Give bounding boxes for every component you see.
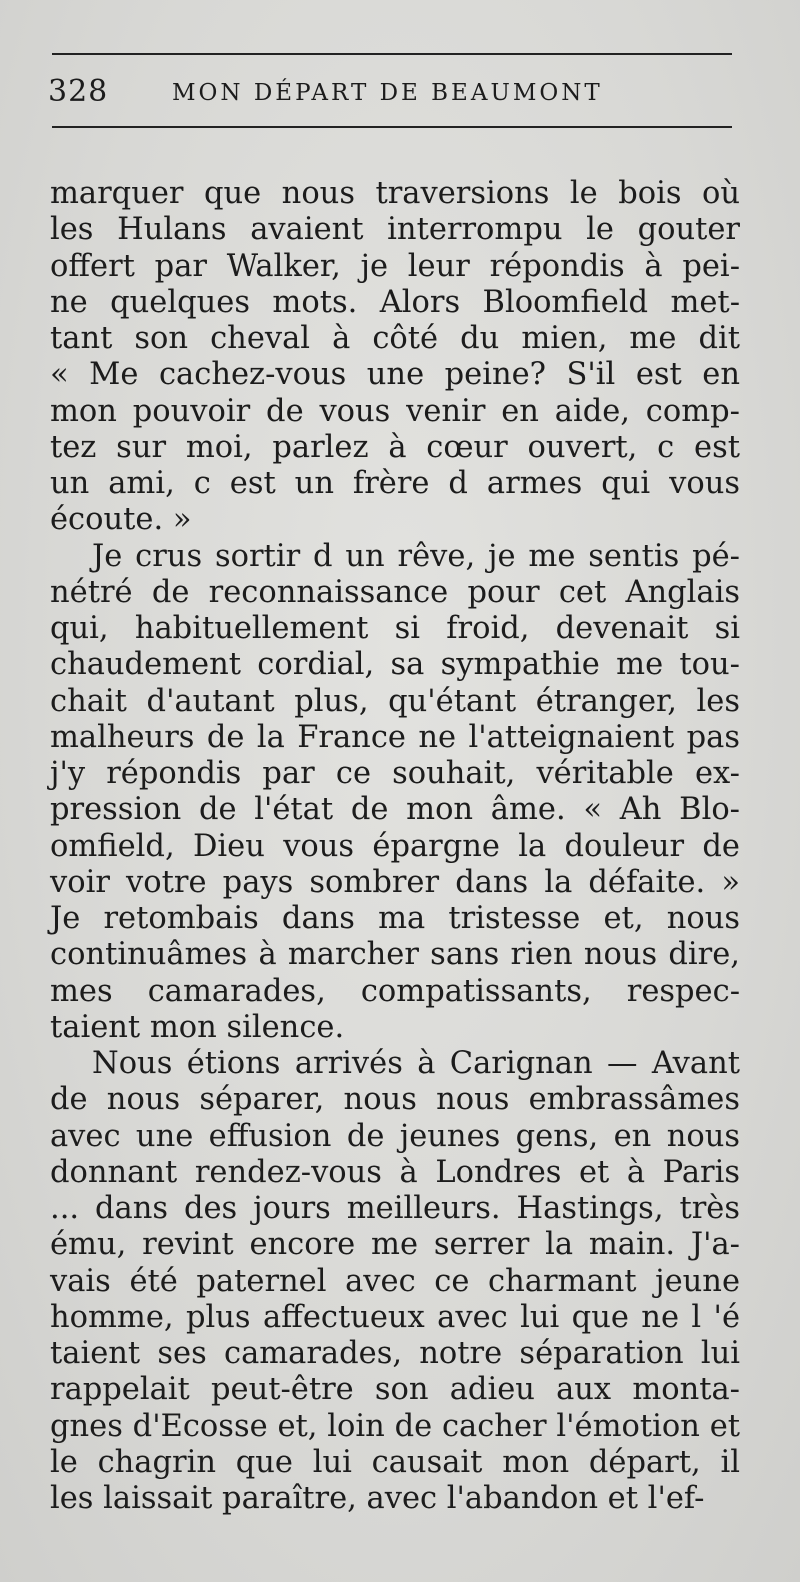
text-line: vais été paternel avec ce charmant jeune [50,1263,740,1299]
text-line: ému, revint encore me serrer la main. J'a- [50,1227,740,1263]
text-line: « Me cachez-vous une peine? S'il est en [50,357,740,393]
text-line: chaudement cordial, sa sympathie me tou- [50,647,740,683]
text-line: pression de l'état de mon âme. « Ah Blo- [50,792,740,828]
text-line: les Hulans avaient interrompu le gouter [50,212,740,248]
text-line: chait d'autant plus, qu'étant étranger, les [50,683,740,719]
text-line: j'y répondis par ce souhait, véritable ex- [50,756,740,791]
text-line: gnes d'Ecosse et, loin de cacher l'émotion et [50,1408,740,1444]
text-line: nétré de reconnaissance pour cet Anglais [50,574,740,610]
text-line: Je retombais dans ma tristesse et, nous [50,901,740,936]
text-line: rappelait peut-être son adieu aux monta- [50,1372,740,1408]
text-line: ne quelques mots. Alors Bloomfield met- [50,284,740,320]
text-line: marquer que nous traversions le bois où [50,176,740,211]
text-line: donnant rendez-vous à Londres et à Paris [50,1154,740,1190]
text-line: offert par Walker, je leur répondis à pei- [50,248,740,284]
paragraph [50,1046,740,1517]
text-line: Je crus sortir d un rêve, je me sentis pé- [92,538,740,574]
header-bottom-rule [52,126,732,128]
text-line: homme, plus affectueux avec lui que ne l 'é [50,1299,740,1335]
page-header [48,68,738,112]
text-line: le chagrin que lui causait mon départ, il [50,1444,740,1480]
running-title: MON DÉPART DE BEAUMONT [172,80,603,106]
page-number: 328 [48,74,109,109]
text-line: mes camarades, compatissants, respec- [50,973,740,1009]
text-line: omfield, Dieu vous épargne la douleur de [50,828,740,864]
text-line: taient ses camarades, notre séparation lui [50,1336,740,1371]
text-line: un ami, c est un frère d armes qui vous [50,466,740,501]
text-line: avec une effusion de jeunes gens, en nous [50,1118,740,1154]
text-line: de nous séparer, nous nous embrassâmes [50,1082,740,1118]
text-line: malheurs de la France ne l'atteignaient pas [50,719,740,755]
text-line: tant son cheval à côté du mien, me dit [50,321,740,356]
paragraph [50,176,740,539]
header-top-rule [52,53,732,55]
text-line: Nous étions arrivés à Carignan — Avant [92,1046,740,1081]
paragraph [50,539,740,1047]
text-line: taient mon silence. [50,1009,345,1045]
text-line: continuâmes à marcher sans rien nous dire, [50,937,740,973]
text-line: voir votre pays sombrer dans la défaite. » [50,864,740,900]
text-line: ... dans des jours meilleurs. Hastings, très [50,1191,740,1226]
text-line: les laissait paraître, avec l'abandon et l'ef- [50,1481,705,1516]
text-line: tez sur moi, parlez à cœur ouvert, c est [50,429,740,465]
text-line: écoute. » [50,502,192,538]
body-text [50,176,740,1517]
text-line: qui, habituellement si froid, devenait si [50,611,740,646]
text-line: mon pouvoir de vous venir en aide, comp- [50,393,740,429]
